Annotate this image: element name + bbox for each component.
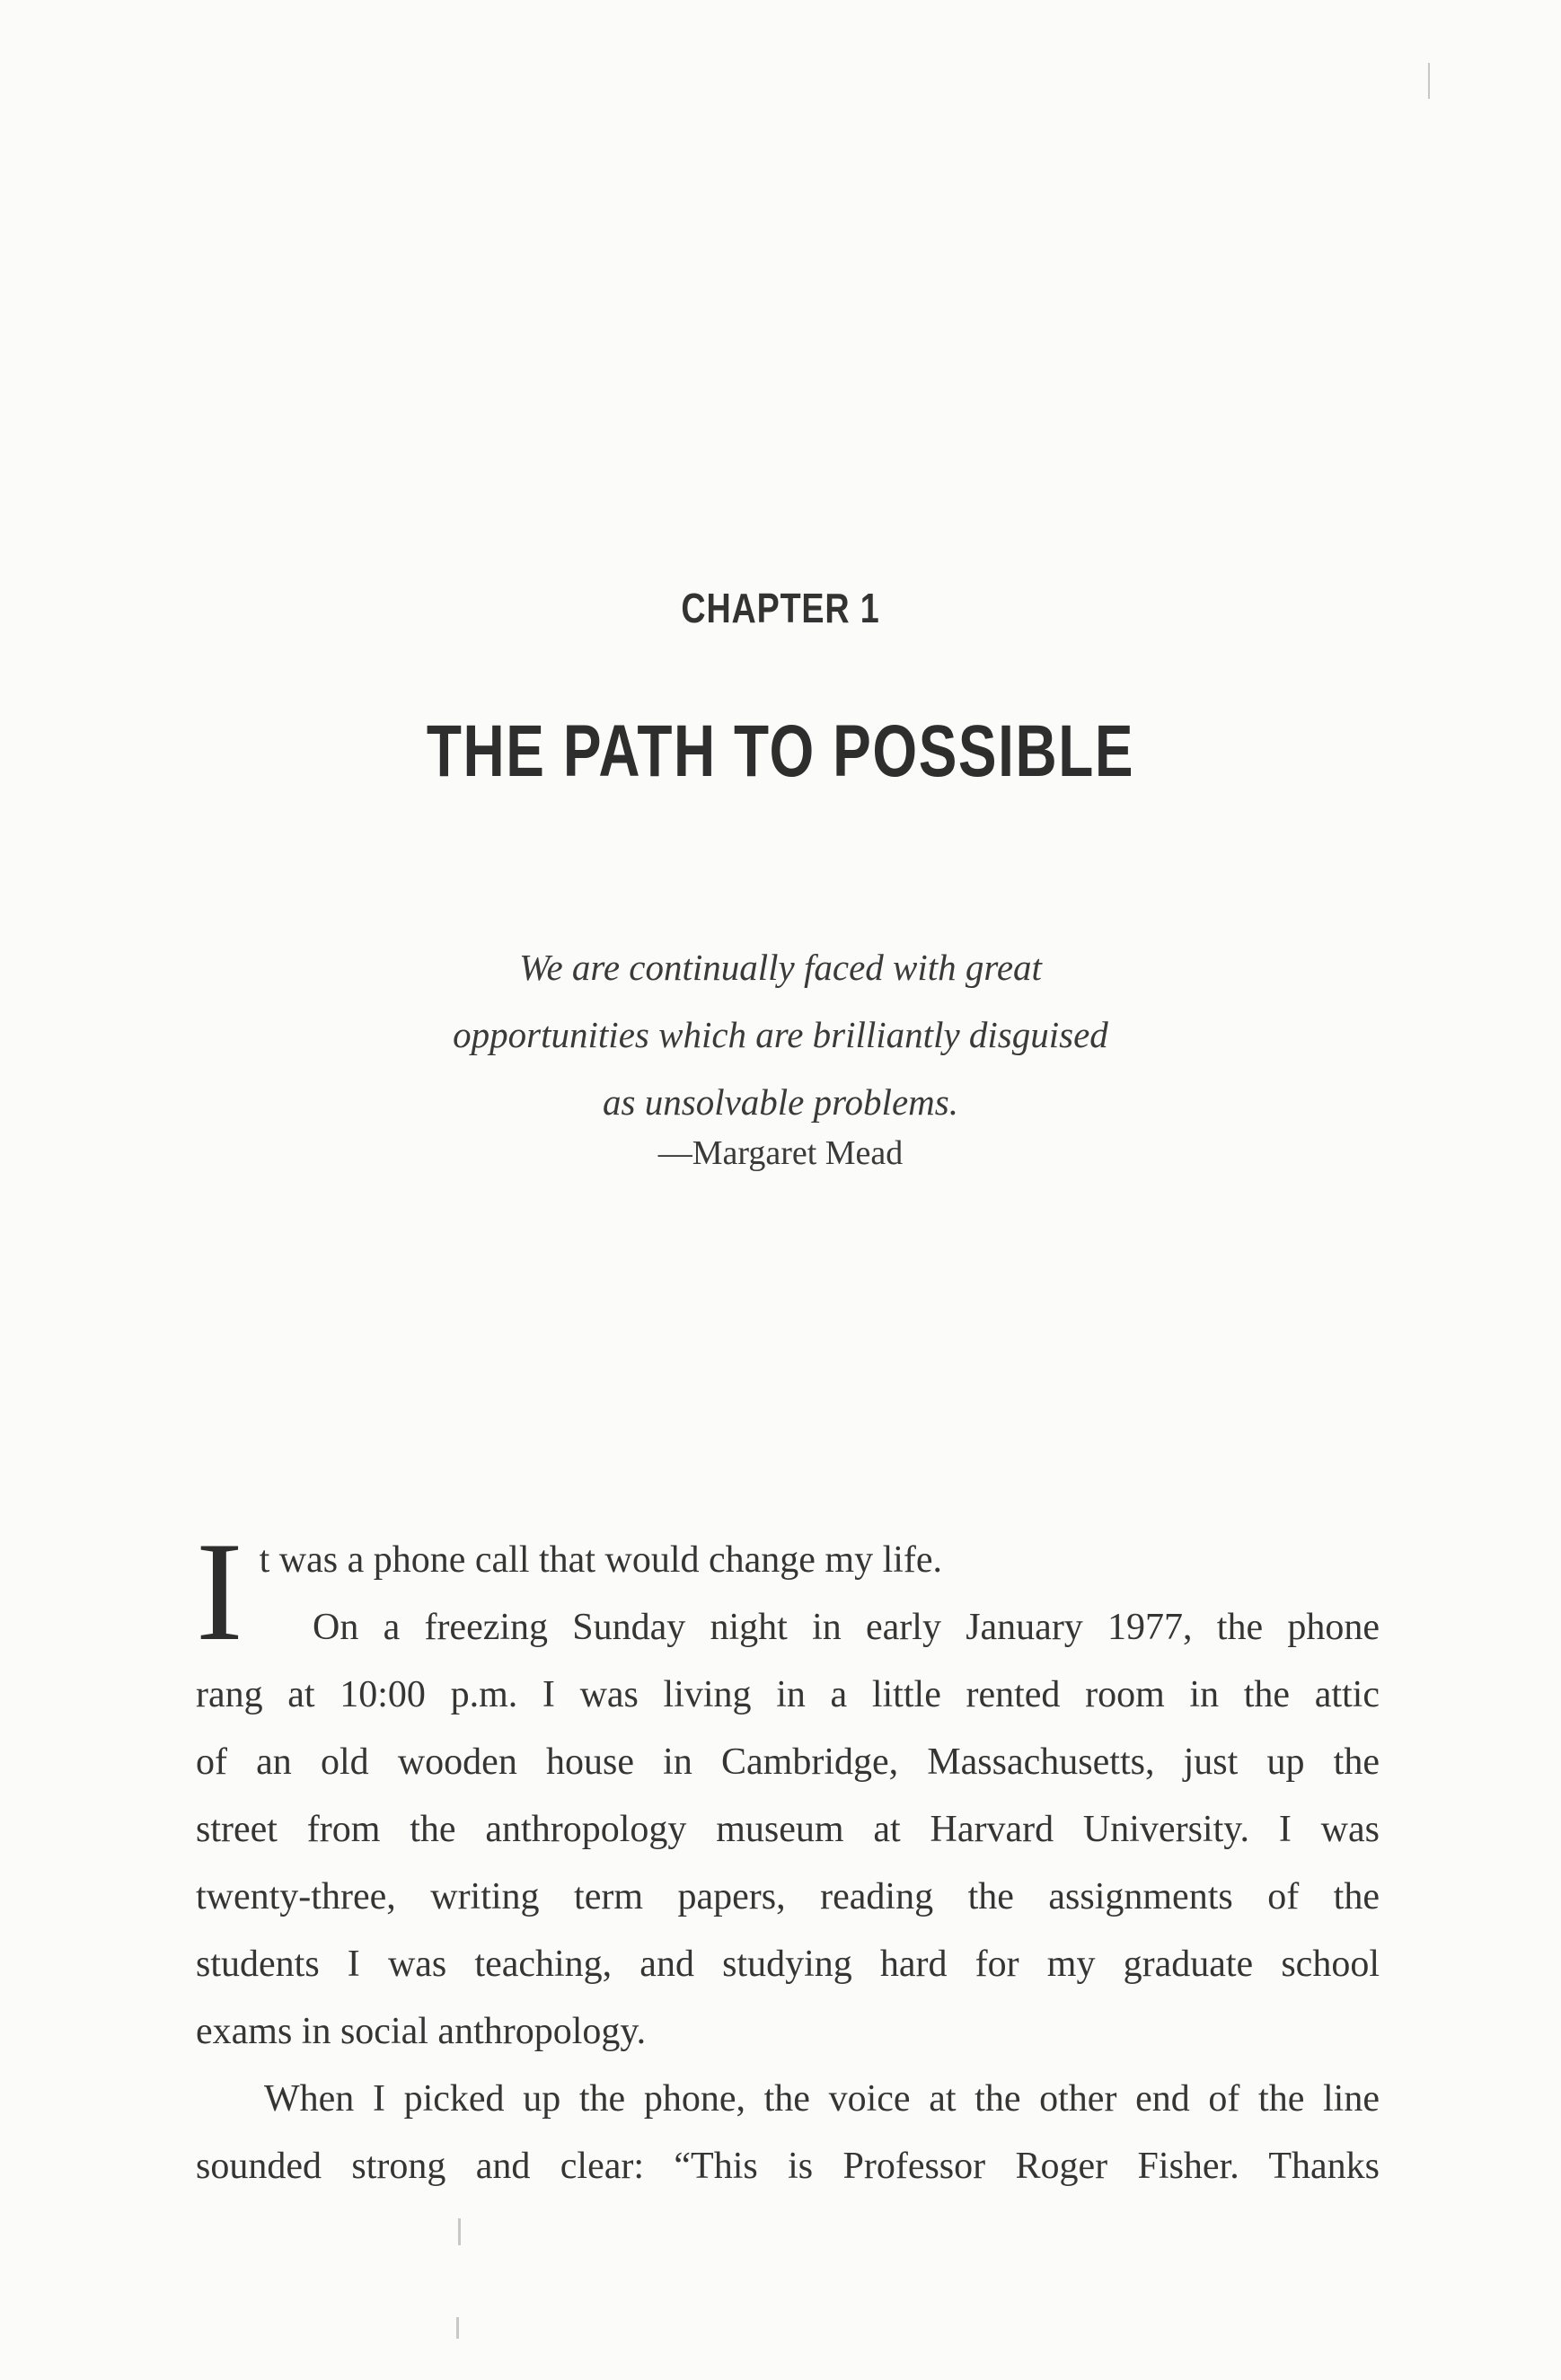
body-text <box>196 1513 1380 2200</box>
epigraph-line: opportunities which are brilliantly disguised <box>453 1014 1108 1055</box>
epigraph-quote <box>0 934 1561 1136</box>
scan-speck <box>458 2218 461 2245</box>
paragraph-line: students I was teaching, and studying hard for my graduate school <box>196 1944 1380 1985</box>
drop-cap: I <box>196 1513 243 1670</box>
paragraph-line: of an old wooden house in Cambridge, Massachusetts, just up the <box>196 1741 1380 1783</box>
paragraph-line: t was a phone call that would change my life. <box>259 1539 943 1581</box>
paragraph-line: rang at 10:00 p.m. I was living in a little rented room in the attic <box>196 1674 1380 1715</box>
paragraph-line: On a freezing Sunday night in early January 1977, the phone <box>313 1607 1380 1648</box>
paragraph-line: street from the anthropology museum at Harvard University. I was <box>196 1809 1380 1850</box>
scan-speck <box>1428 63 1430 99</box>
paragraph-line: When I picked up the phone, the voice at the other end of the line <box>264 2078 1380 2120</box>
epigraph-attribution: —Margaret Mead <box>657 1134 904 1172</box>
paragraph-line: twenty-three, writing term papers, reading the assignments of the <box>196 1876 1380 1917</box>
chapter-label: CHAPTER 1 <box>681 585 880 631</box>
scan-speck <box>456 2317 459 2339</box>
chapter-title: THE PATH TO POSSIBLE <box>426 710 1135 792</box>
epigraph-line: as unsolvable problems. <box>603 1081 958 1123</box>
epigraph-line: We are continually faced with great <box>519 947 1042 988</box>
paragraph-line: sounded strong and clear: “This is Professor Roger Fisher. Thanks <box>196 2146 1380 2187</box>
paragraph-line: exams in social anthropology. <box>196 2011 647 2052</box>
